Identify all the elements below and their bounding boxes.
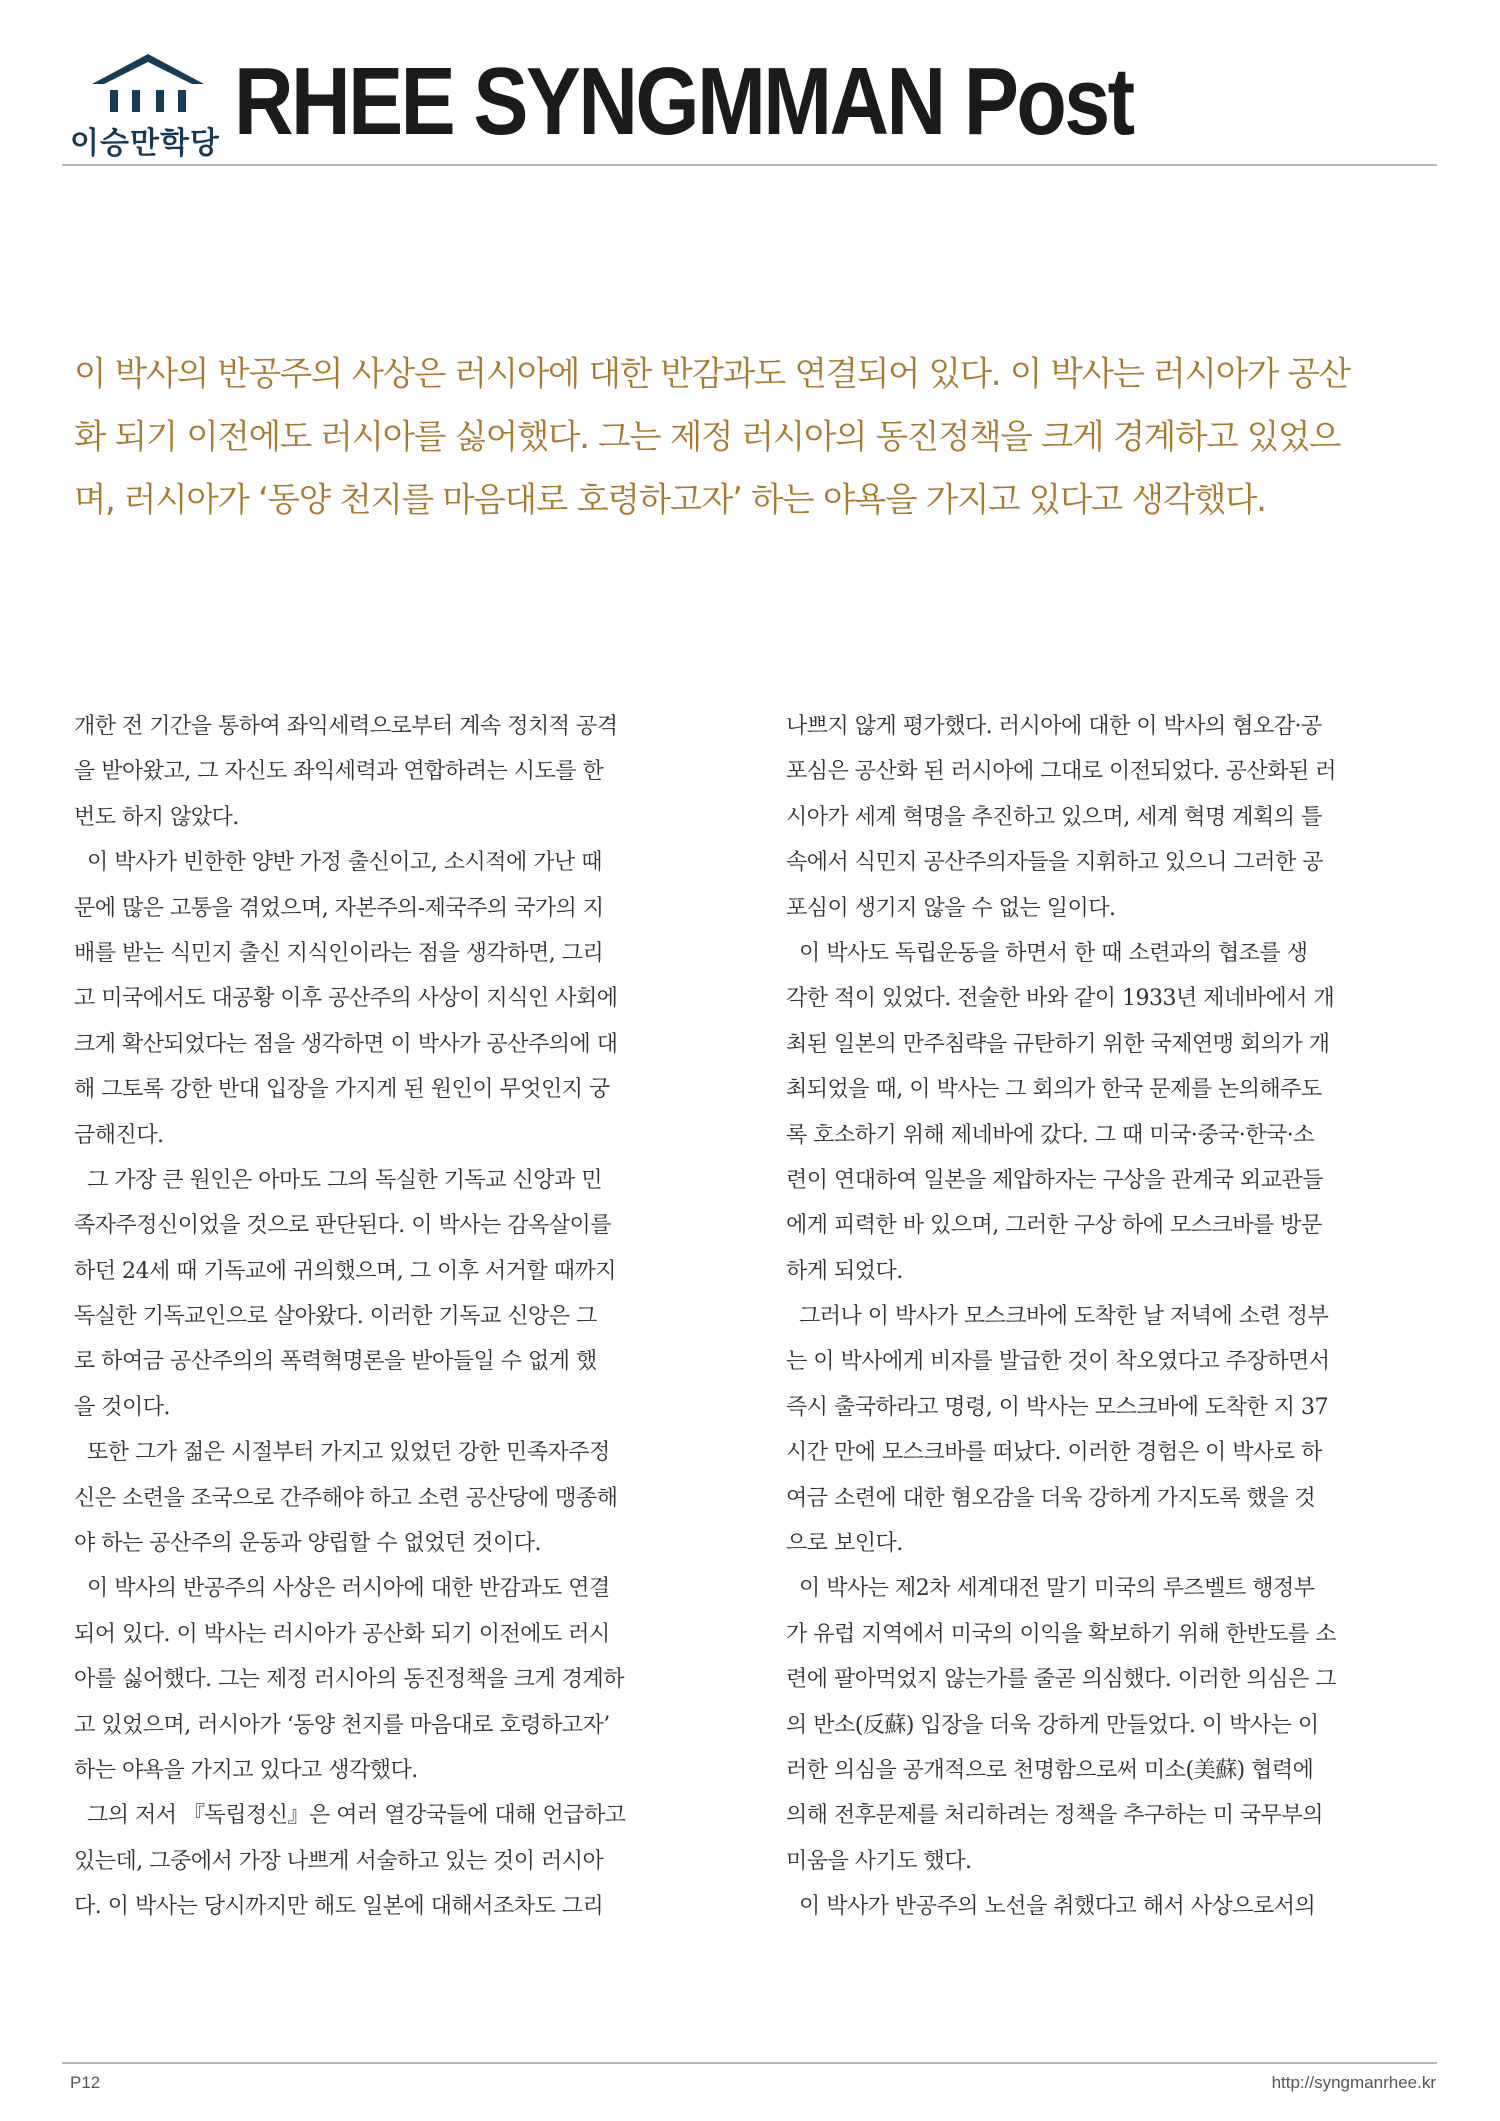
logo [70, 50, 230, 160]
site-url: http://syngmanrhee.kr [1271, 2073, 1436, 2092]
body-text-line: 그러나 이 박사가 모스크바에 도착한 날 저녁에 소련 정부 [786, 1304, 1329, 1330]
body-text-line: 아를 싫어했다. 그는 제정 러시아의 동진정책을 크게 경계하 [74, 1667, 624, 1693]
pull-quote-line: 화 되기 이전에도 러시아를 싫어했다. 그는 제정 러시아의 동진정책을 크게 경계하고 있었으 [74, 417, 1341, 456]
body-text-line: 의해 전후문제를 처리하려는 정책을 추구하는 미 국무부의 [786, 1803, 1324, 1829]
body-text-line: 이 박사의 반공주의 사상은 러시아에 대한 반감과도 연결 [74, 1576, 610, 1602]
body-text-line: 는 이 박사에게 비자를 발급한 것이 착오였다고 주장하면서 [786, 1349, 1330, 1375]
body-text-line: 이 박사는 제2차 세계대전 말기 미국의 루즈벨트 행정부 [786, 1576, 1315, 1602]
body-text-line: 이 박사가 반공주의 노선을 취했다고 해서 사상으로서의 [786, 1894, 1316, 1920]
masthead-title: RHEE SYNGMMAN Post [234, 48, 1133, 155]
body-text-line: 그 가장 큰 원인은 아마도 그의 독실한 기독교 신앙과 민 [74, 1167, 602, 1193]
pull-quote-line: 이 박사의 반공주의 사상은 러시아에 대한 반감과도 연결되어 있다. 이 박사는 러시아가 공산 [74, 354, 1350, 393]
body-text-line: 최되었을 때, 이 박사는 그 회의가 한국 문제를 논의해주도 [786, 1077, 1322, 1103]
body-text-line: 다. 이 박사는 당시까지만 해도 일본에 대해서조차도 그리 [74, 1894, 604, 1920]
body-column-left [74, 704, 734, 1930]
body-text-line: 번도 하지 않았다. [74, 804, 239, 830]
body-text-line: 에게 피력한 바 있으며, 그러한 구상 하에 모스크바를 방문 [786, 1213, 1322, 1239]
body-text-line: 시아가 세계 혁명을 추진하고 있으며, 세계 혁명 계획의 틀 [786, 804, 1322, 830]
body-text-line: 포심이 생기지 않을 수 없는 일이다. [786, 895, 1116, 921]
logo-text: 이승만학당 [70, 126, 220, 161]
body-text-line: 각한 적이 있었다. 전술한 바와 같이 1933년 제네바에서 개 [786, 986, 1335, 1012]
body-text-line: 있는데, 그중에서 가장 나쁘게 서술하고 있는 것이 러시아 [74, 1848, 604, 1874]
body-text-line: 로 하여금 공산주의의 폭력혁명론을 받아들일 수 없게 했 [74, 1349, 597, 1375]
hall-roof-icon [88, 50, 208, 116]
body-text-line: 고 있었으며, 러시아가 ‘동양 천지를 마음대로 호령하고자’ [74, 1712, 610, 1738]
body-text-line: 또한 그가 젊은 시절부터 가지고 있었던 강한 민족자주정 [74, 1440, 610, 1466]
body-column-right [786, 704, 1446, 1930]
body-text-line: 즉시 출국하라고 명령, 이 박사는 모스크바에 도착한 지 37 [786, 1394, 1328, 1420]
body-text-line: 하게 되었다. [786, 1258, 903, 1284]
body-text-line: 족자주정신이었을 것으로 판단된다. 이 박사는 감옥살이를 [74, 1213, 612, 1239]
masthead-header [62, 46, 1437, 166]
body-text-line: 을 받아왔고, 그 자신도 좌익세력과 연합하려는 시도를 한 [74, 759, 604, 785]
pull-quote-line: 며, 러시아가 ‘동양 천지를 마음대로 호령하고자’ 하는 야욕을 가지고 있다고 생각했다. [74, 480, 1266, 519]
footer-rule [62, 2062, 1437, 2064]
body-text-line: 되어 있다. 이 박사는 러시아가 공산화 되기 이전에도 러시 [74, 1621, 610, 1647]
body-text-line: 독실한 기독교인으로 살아왔다. 이러한 기독교 신앙은 그 [74, 1304, 597, 1330]
body-text-line: 시간 만에 모스크바를 떠났다. 이러한 경험은 이 박사로 하 [786, 1440, 1322, 1466]
body-text-line: 그의 저서 『독립정신』은 여러 열강국들에 대해 언급하고 [74, 1803, 626, 1829]
body-text-line: 록 호소하기 위해 제네바에 갔다. 그 때 미국·중국·한국·소 [786, 1122, 1314, 1148]
body-text-line: 을 것이다. [74, 1394, 170, 1420]
body-text-line: 크게 확산되었다는 점을 생각하면 이 박사가 공산주의에 대 [74, 1031, 618, 1057]
body-text-line: 이 박사가 빈한한 양반 가정 출신이고, 소시적에 가난 때 [74, 850, 602, 876]
body-text-line: 개한 전 기간을 통하여 좌익세력으로부터 계속 정치적 공격 [74, 714, 618, 739]
body-text-line: 련이 연대하여 일본을 제압하자는 구상을 관계국 외교관들 [786, 1167, 1324, 1193]
body-text-line: 신은 소련을 조국으로 간주해야 하고 소련 공산당에 맹종해 [74, 1485, 618, 1511]
body-text-line: 문에 많은 고통을 겪었으며, 자본주의-제국주의 국가의 지 [74, 895, 604, 921]
body-text-line: 여금 소련에 대한 혐오감을 더욱 강하게 가지도록 했을 것 [786, 1485, 1316, 1511]
body-text-line: 이 박사도 독립운동을 하면서 한 때 소련과의 협조를 생 [786, 940, 1308, 966]
body-text-line: 하는 야욕을 가지고 있다고 생각했다. [74, 1757, 418, 1783]
body-text-line: 으로 보인다. [786, 1531, 903, 1557]
body-text-line: 포심은 공산화 된 러시아에 그대로 이전되었다. 공산화된 러 [786, 759, 1336, 785]
body-text-line: 나쁘지 않게 평가했다. 러시아에 대한 이 박사의 혐오감·공 [786, 714, 1322, 739]
body-text-line: 배를 받는 식민지 출신 지식인이라는 점을 생각하면, 그리 [74, 940, 604, 966]
body-text-line: 고 미국에서도 대공황 이후 공산주의 사상이 지식인 사회에 [74, 986, 618, 1012]
body-text-line: 러한 의심을 공개적으로 천명함으로써 미소(美蘇) 협력에 [786, 1757, 1314, 1783]
body-text-line: 최된 일본의 만주침략을 규탄하기 위한 국제연맹 회의가 개 [786, 1031, 1330, 1057]
header-rule [62, 164, 1437, 166]
body-text-line: 미움을 사기도 했다. [786, 1848, 972, 1874]
body-text-line: 해 그토록 강한 반대 입장을 가지게 된 원인이 무엇인지 궁 [74, 1077, 610, 1103]
pull-quote [74, 342, 1446, 531]
body-text-line: 속에서 식민지 공산주의자들을 지휘하고 있으니 그러한 공 [786, 850, 1324, 876]
body-text-line: 련에 팔아먹었지 않는가를 줄곧 의심했다. 이러한 의심은 그 [786, 1667, 1336, 1693]
body-text-line: 가 유럽 지역에서 미국의 이익을 확보하기 위해 한반도를 소 [786, 1621, 1336, 1647]
body-text-line: 하던 24세 때 기독교에 귀의했으며, 그 이후 서거할 때까지 [74, 1258, 616, 1284]
body-text-line: 의 반소(反蘇) 입장을 더욱 강하게 만들었다. 이 박사는 이 [786, 1712, 1319, 1738]
body-text-line: 금해진다. [74, 1122, 164, 1148]
page-number: P12 [70, 2073, 101, 2092]
body-text-line: 야 하는 공산주의 운동과 양립할 수 없었던 것이다. [74, 1531, 541, 1557]
